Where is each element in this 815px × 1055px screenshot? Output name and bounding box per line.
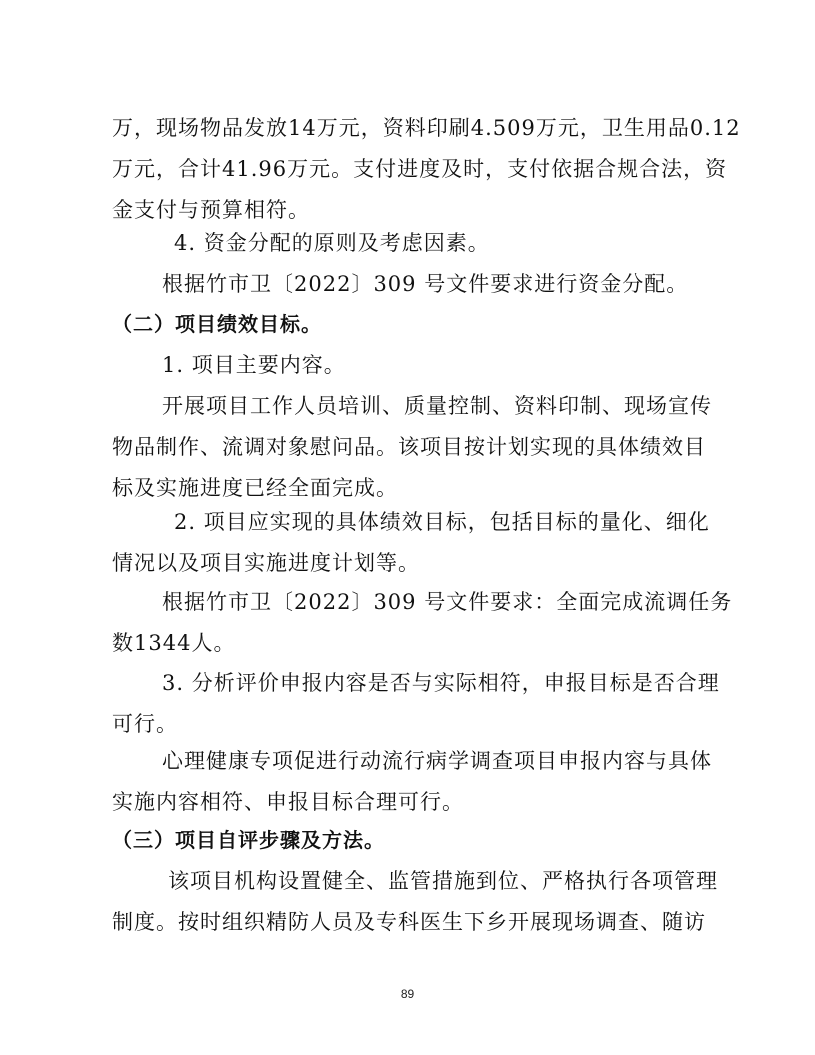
text-line: 根据竹市卫〔2022〕309 号文件要求进行资金分配。: [162, 272, 689, 296]
text-line: 心理健康专项促进行动流行病学调查项目申报内容与具体: [162, 749, 712, 773]
text-line: 3. 分析评价申报内容是否与实际相符，申报目标是否合理: [162, 671, 720, 695]
text-line: 制度。按时组织精防人员及专科医生下乡开展现场调查、随访: [112, 910, 706, 934]
text-line: 实施内容相符、申报目标合理可行。: [112, 790, 464, 814]
text-line: 可行。: [112, 712, 178, 736]
text-line: 物品制作、流调对象慰问品。该项目按计划实现的具体绩效目: [112, 435, 706, 459]
text-line: 2. 项目应实现的具体绩效目标，包括目标的量化、细化: [174, 510, 710, 534]
text-line: 根据竹市卫〔2022〕309 号文件要求：全面完成流调任务: [162, 590, 733, 614]
text-line: 4. 资金分配的原则及考虑因素。: [174, 231, 490, 255]
page-number: 89: [400, 987, 415, 1001]
paragraph-specific-goals: [112, 502, 710, 584]
paragraph-task-count: [112, 582, 733, 664]
text-line: 1. 项目主要内容。: [162, 353, 346, 377]
text-line: 金支付与预算相符。: [112, 198, 310, 222]
text-line: 该项目机构设置健全、监管措施到位、严格执行各项管理: [168, 869, 718, 893]
subheading-fund-allocation: [174, 223, 764, 264]
paragraph-allocation-basis: [162, 264, 752, 305]
text-line: 情况以及项目实施进度计划等。: [112, 551, 420, 575]
paragraph-evaluation-method: [112, 861, 718, 943]
section-heading-self-evaluation: （三）项目自评步骤及方法。: [112, 828, 385, 852]
paragraph-analysis: [112, 663, 720, 745]
text-line: 万元，合计41.96万元。支付进度及时，支付依据合规合法，资: [112, 157, 728, 181]
paragraph-funding-details: [112, 108, 741, 231]
text-line: 标及实施进度已经全面完成。: [112, 476, 398, 500]
text-line: 数1344人。: [112, 631, 236, 655]
text-line: 开展项目工作人员培训、质量控制、资料印制、现场宣传: [162, 394, 712, 418]
paragraph-main-content: [112, 386, 712, 509]
section-heading-performance-goals: （二）项目绩效目标。: [112, 312, 322, 336]
text-line: 万，现场物品发放14万元，资料印刷4.509万元，卫生用品0.12: [112, 116, 741, 140]
subheading-main-content: [162, 345, 752, 386]
paragraph-conclusion: [112, 741, 712, 823]
